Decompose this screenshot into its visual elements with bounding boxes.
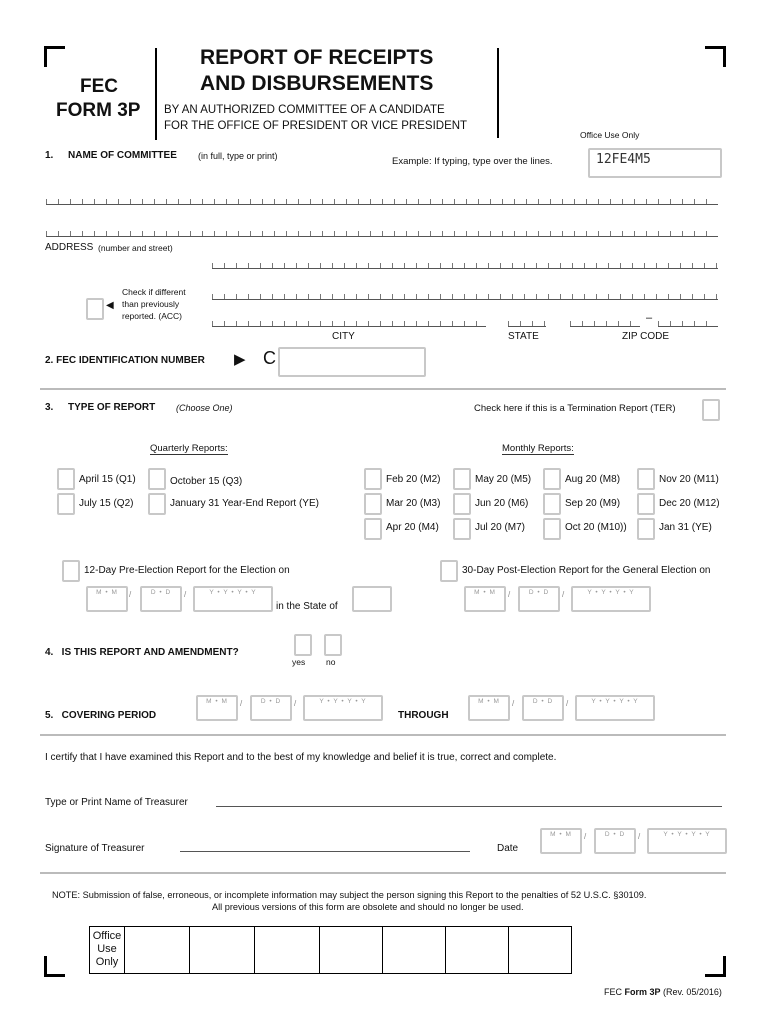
section-3-number: 3. xyxy=(45,402,54,413)
corner-mark-bottom-right xyxy=(705,956,726,977)
office-use-cell xyxy=(508,926,572,974)
quarterly-reports-label: Quarterly Reports: xyxy=(150,443,228,454)
form-fec-label: FEC xyxy=(80,76,118,97)
date-slash: / xyxy=(184,590,187,599)
monthly-reports-label: Monthly Reports: xyxy=(502,443,574,454)
form-number: FORM 3P xyxy=(56,100,141,121)
section-1-number: 1. xyxy=(45,150,54,161)
through-label: THROUGH xyxy=(398,710,449,721)
divider-after-section-5 xyxy=(40,734,726,736)
committee-name-hint: (in full, type or print) xyxy=(198,151,278,161)
arrow-icon: ◀ xyxy=(106,300,114,311)
zip-field-1[interactable] xyxy=(570,316,640,327)
date-slash: / xyxy=(240,699,243,708)
office-use-word-1: Office xyxy=(92,930,122,942)
office-use-cell xyxy=(189,926,255,974)
m2-checkbox[interactable] xyxy=(364,468,382,490)
office-use-label-cell xyxy=(89,926,125,974)
m12-label: Dec 20 (M12) xyxy=(659,498,720,509)
office-use-only-label: Office Use Only xyxy=(580,130,640,140)
date-slash: / xyxy=(129,590,132,599)
address-label: ADDRESS xyxy=(45,242,94,253)
footer-rev: (Rev. 05/2016) xyxy=(660,987,722,997)
pre-election-checkbox[interactable] xyxy=(62,560,80,582)
signature-date-year[interactable]: Y • Y • Y • Y xyxy=(647,828,727,854)
q1-checkbox[interactable] xyxy=(57,468,75,490)
pointer-arrow-icon: ▶ xyxy=(234,351,246,368)
office-use-cell xyxy=(382,926,446,974)
year-end-label: January 31 Year-End Report (YE) xyxy=(170,498,319,509)
subtitle-line-1: BY AN AUTHORIZED COMMITTEE OF A CANDIDATE xyxy=(164,104,445,116)
committee-name-label: NAME OF COMMITTEE xyxy=(68,150,177,161)
monthly-ye-checkbox[interactable] xyxy=(637,518,655,540)
zip-label: ZIP CODE xyxy=(622,331,670,342)
date-slash: / xyxy=(584,832,587,841)
m7-checkbox[interactable] xyxy=(453,518,471,540)
fec-id-prefix: C xyxy=(263,348,276,368)
zip-dash: – xyxy=(646,312,653,324)
address-changed-checkbox[interactable] xyxy=(86,298,104,320)
m8-label: Aug 20 (M8) xyxy=(565,474,621,485)
date-slash: / xyxy=(512,699,515,708)
committee-name-field-1[interactable] xyxy=(46,194,718,205)
example-value: 12FE4M5 xyxy=(596,152,651,167)
post-election-day[interactable]: D • D xyxy=(518,586,560,612)
period-end-year[interactable]: Y • Y • Y • Y xyxy=(575,695,655,721)
q2-checkbox[interactable] xyxy=(57,493,75,515)
type-of-report-label: TYPE OF REPORT xyxy=(68,402,156,413)
office-use-cell xyxy=(124,926,190,974)
city-field[interactable] xyxy=(212,316,486,327)
office-use-cell xyxy=(254,926,320,974)
amendment-no-checkbox[interactable] xyxy=(324,634,342,656)
covering-period-label: 5. COVERING PERIOD xyxy=(45,710,157,721)
date-slash: / xyxy=(562,590,565,599)
pre-election-year[interactable]: Y • Y • Y • Y xyxy=(193,586,273,612)
m10-label: Oct 20 (M10)) xyxy=(565,522,627,533)
committee-name-field-2[interactable] xyxy=(46,226,718,237)
amendment-question: 4. IS THIS REPORT AND AMENDMENT? xyxy=(45,647,239,658)
termination-report-label: Check here if this is a Termination Report (TER) xyxy=(474,403,676,414)
pre-election-label: 12-Day Pre-Election Report for the Election on xyxy=(84,565,290,576)
q3-label: October 15 (Q3) xyxy=(170,476,243,487)
corner-mark-top-right xyxy=(705,46,726,67)
footer-prefix: FEC xyxy=(604,987,625,997)
signature-date-month[interactable]: M • M xyxy=(540,828,582,854)
state-label: STATE xyxy=(508,331,539,342)
m7-label: Jul 20 (M7) xyxy=(475,522,526,533)
address-field-1[interactable] xyxy=(212,258,718,269)
treasurer-name-label: Type or Print Name of Treasurer xyxy=(45,797,188,808)
m9-checkbox[interactable] xyxy=(543,493,561,515)
state-field[interactable] xyxy=(508,316,546,327)
period-end-month[interactable]: M • M xyxy=(468,695,510,721)
fec-id-label: 2. FEC IDENTIFICATION NUMBER xyxy=(45,355,205,366)
check-different-line-2: than previously xyxy=(122,299,180,309)
form-footer xyxy=(604,987,722,997)
divider-after-section-2 xyxy=(40,388,726,390)
m3-checkbox[interactable] xyxy=(364,493,382,515)
period-end-day[interactable]: D • D xyxy=(522,695,564,721)
year-end-checkbox[interactable] xyxy=(148,493,166,515)
city-label: CITY xyxy=(332,331,355,342)
post-election-month[interactable]: M • M xyxy=(464,586,506,612)
check-different-line-1: Check if different xyxy=(122,287,186,297)
amendment-yes-checkbox[interactable] xyxy=(294,634,312,656)
m11-label: Nov 20 (M11) xyxy=(659,474,719,485)
obsolete-note: All previous versions of this form are obsolete and should no longer be used. xyxy=(212,902,524,912)
q3-checkbox[interactable] xyxy=(148,468,166,490)
office-use-cell xyxy=(319,926,383,974)
m5-checkbox[interactable] xyxy=(453,468,471,490)
date-slash: / xyxy=(638,832,641,841)
check-different-line-3: reported. (ACC) xyxy=(122,311,182,321)
q1-label: April 15 (Q1) xyxy=(79,474,136,485)
m5-label: May 20 (M5) xyxy=(475,474,532,485)
pre-election-day[interactable]: D • D xyxy=(140,586,182,612)
m9-label: Sep 20 (M9) xyxy=(565,498,621,509)
m4-checkbox[interactable] xyxy=(364,518,382,540)
penalty-note: NOTE: Submission of false, erroneous, or incomplete information may subject the person signing this Report to the penalties of 52 U.S.C. §30109. xyxy=(52,890,647,900)
pre-election-month[interactable]: M • M xyxy=(86,586,128,612)
treasurer-signature-field[interactable] xyxy=(180,851,470,852)
corner-mark-bottom-left xyxy=(44,956,65,977)
subtitle-line-2: FOR THE OFFICE OF PRESIDENT OR VICE PRESIDENT xyxy=(164,120,468,132)
period-start-month[interactable]: M • M xyxy=(196,695,238,721)
period-start-year[interactable]: Y • Y • Y • Y xyxy=(303,695,383,721)
post-election-label: 30-Day Post-Election Report for the General Election on xyxy=(462,565,711,576)
header-divider-left xyxy=(155,48,157,140)
office-use-cell xyxy=(445,926,509,974)
footer-form: Form 3P xyxy=(624,987,661,997)
signature-date-day[interactable]: D • D xyxy=(594,828,636,854)
m4-label: Apr 20 (M4) xyxy=(386,522,439,533)
post-election-year[interactable]: Y • Y • Y • Y xyxy=(571,586,651,612)
m6-checkbox[interactable] xyxy=(453,493,471,515)
m8-checkbox[interactable] xyxy=(543,468,561,490)
termination-report-checkbox[interactable] xyxy=(702,399,720,421)
divider-before-note xyxy=(40,872,726,874)
q2-label: July 15 (Q2) xyxy=(79,498,134,509)
date-slash: / xyxy=(294,699,297,708)
office-use-word-3: Only xyxy=(95,956,119,968)
date-slash: / xyxy=(508,590,511,599)
example-value-box xyxy=(588,148,722,178)
election-state-input[interactable] xyxy=(352,586,392,612)
type-of-report-hint: (Choose One) xyxy=(176,403,233,413)
post-election-checkbox[interactable] xyxy=(440,560,458,582)
signature-date-label: Date xyxy=(497,843,519,854)
amendment-no-label: no xyxy=(326,657,336,667)
title-line-2: AND DISBURSEMENTS xyxy=(200,72,434,95)
zip-field-2[interactable] xyxy=(658,316,718,327)
m10-checkbox[interactable] xyxy=(543,518,561,540)
typing-example-label: Example: If typing, type over the lines. xyxy=(392,156,553,167)
corner-mark-top-left xyxy=(44,46,65,67)
m12-checkbox[interactable] xyxy=(637,493,655,515)
monthly-ye-label: Jan 31 (YE) xyxy=(659,522,712,533)
fec-id-input[interactable] xyxy=(278,347,426,377)
header-divider-right xyxy=(497,48,499,138)
certification-text: I certify that I have examined this Report and to the best of my knowledge and belief it is true, correct and complete. xyxy=(45,752,557,763)
m11-checkbox[interactable] xyxy=(637,468,655,490)
m3-label: Mar 20 (M3) xyxy=(386,498,441,509)
address-hint: (number and street) xyxy=(98,243,173,253)
period-start-day[interactable]: D • D xyxy=(250,695,292,721)
treasurer-name-field[interactable] xyxy=(216,806,722,807)
m6-label: Jun 20 (M6) xyxy=(475,498,529,509)
m2-label: Feb 20 (M2) xyxy=(386,474,441,485)
office-use-word-2: Use xyxy=(97,943,117,955)
date-slash: / xyxy=(566,699,569,708)
treasurer-signature-label: Signature of Treasurer xyxy=(45,843,145,854)
in-state-label: in the State of xyxy=(276,601,338,612)
address-field-2[interactable] xyxy=(212,289,718,300)
title-line-1: REPORT OF RECEIPTS xyxy=(200,46,434,69)
amendment-yes-label: yes xyxy=(292,657,306,667)
